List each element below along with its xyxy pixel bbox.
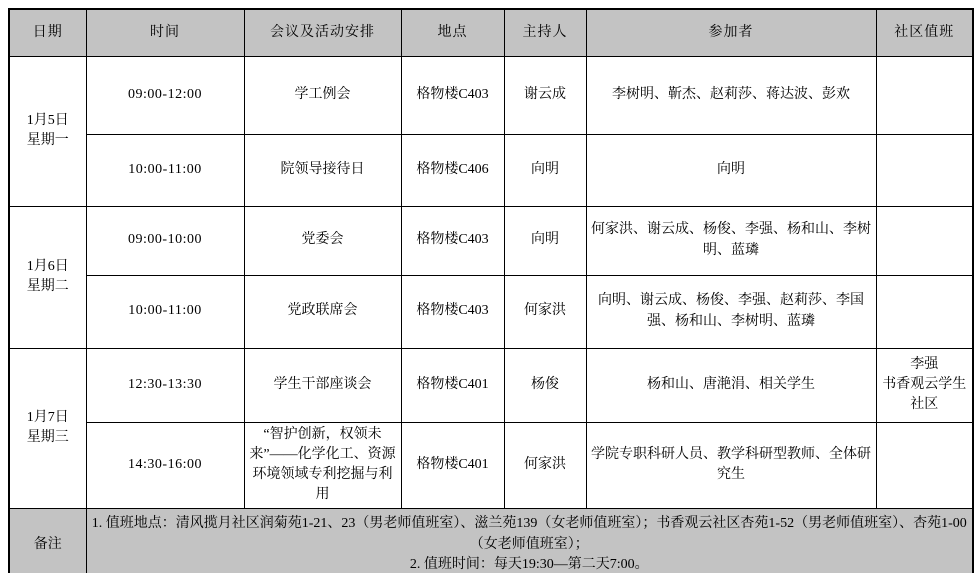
participants-cell: 向明、谢云成、杨俊、李强、赵莉莎、李国强、杨和山、李树明、蓝璘 [586,275,876,348]
host-cell: 向明 [504,206,586,275]
remark-row [9,508,973,573]
table-row [9,56,973,134]
host-cell: 何家洪 [504,422,586,508]
table-row [9,206,973,275]
event-cell: 学生干部座谈会 [244,348,401,422]
remark-label-cell: 备注 [9,508,86,573]
header-cell-host: 主持人 [504,9,586,56]
date-line1: 1月7日 [26,409,69,425]
header-cell-time: 时间 [86,9,244,56]
participants-cell: 向明 [586,134,876,206]
date-line2: 星期三 [26,430,69,446]
participants-cell: 学院专职科研人员、教学科研型教师、全体研究生 [586,422,876,508]
event-cell: 党委会 [244,206,401,275]
participants-cell: 李树明、靳杰、赵莉莎、蒋达波、彭欢 [586,56,876,134]
date-line1: 1月6日 [26,258,69,274]
place-cell: 格物楼C401 [401,422,504,508]
table-header-row [9,9,973,56]
time-cell: 09:00-10:00 [86,206,244,275]
table-row [9,348,973,422]
table-row [9,422,973,508]
table-row [9,275,973,348]
host-cell: 何家洪 [504,275,586,348]
header-cell-duty: 社区值班 [876,9,973,56]
date-cell [9,348,86,508]
duty-person: 李强 [910,356,939,372]
date-line2: 星期二 [26,279,69,294]
event-cell: “智护创新，权领未来”——化学化工、资源环境领域专利挖掘与利用 [244,422,401,508]
header-cell-participants: 参加者 [586,9,876,56]
duty-cell [876,206,973,275]
duty-cell [876,134,973,206]
date-line1: 1月5日 [26,112,69,128]
place-cell: 格物楼C403 [401,56,504,134]
duty-community: 书香观云学生社区 [882,376,967,413]
place-cell: 格物楼C406 [401,134,504,206]
header-cell-event: 会议及活动安排 [244,9,401,56]
time-cell: 10:00-11:00 [86,275,244,348]
date-line2: 星期一 [26,133,69,148]
time-cell: 14:30-16:00 [86,422,244,508]
duty-cell [876,348,973,422]
place-cell: 格物楼C403 [401,275,504,348]
date-cell [9,56,86,206]
event-cell: 学工例会 [244,56,401,134]
event-cell: 院领导接待日 [244,134,401,206]
duty-cell [876,422,973,508]
remark-item-1: 1. 值班地点：清风揽月社区润菊苑1-21、23（男老师值班室）、滋兰苑139（女老师值班室）；书香观云社区杏苑1-52（男老师值班室）、杏苑1-00（女老师值班室）； [91,516,967,552]
remark-content-cell [86,508,973,573]
host-cell: 杨俊 [504,348,586,422]
event-cell: 党政联席会 [244,275,401,348]
date-cell [9,206,86,348]
header-cell-date: 日期 [9,9,86,56]
place-cell: 格物楼C403 [401,206,504,275]
table-row [9,134,973,206]
remark-item-2: 2. 值班时间：每天19:30—第二天7:00。 [409,557,649,573]
time-cell: 09:00-12:00 [86,56,244,134]
duty-cell [876,56,973,134]
place-cell: 格物楼C401 [401,348,504,422]
participants-cell: 何家洪、谢云成、杨俊、李强、杨和山、李树明、蓝璘 [586,206,876,275]
host-cell: 向明 [504,134,586,206]
header-cell-place: 地点 [401,9,504,56]
participants-cell: 杨和山、唐滟涓、相关学生 [586,348,876,422]
time-cell: 12:30-13:30 [86,348,244,422]
duty-cell [876,275,973,348]
host-cell: 谢云成 [504,56,586,134]
schedule-table [8,8,974,573]
time-cell: 10:00-11:00 [86,134,244,206]
